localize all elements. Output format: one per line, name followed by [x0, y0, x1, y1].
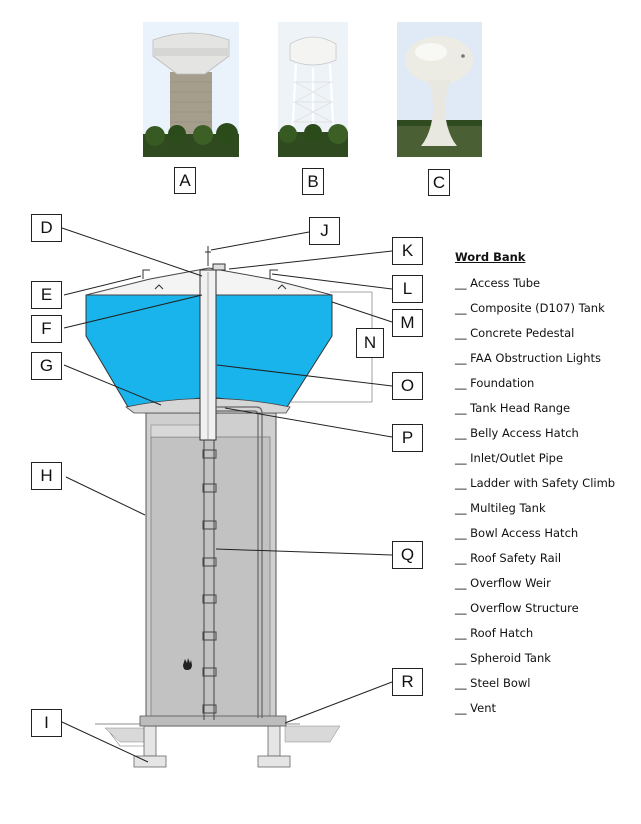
word-bank-item: __ Concrete Pedestal [455, 326, 575, 340]
word-bank-item: __ Inlet/Outlet Pipe [455, 451, 564, 465]
word-bank-item: __ Ladder with Safety Climb [455, 476, 616, 490]
word-bank-item: __ Roof Hatch [455, 626, 534, 640]
word-bank-title: Word Bank [455, 250, 526, 264]
word-bank-item: __ Overflow Weir [455, 576, 551, 590]
access-tube [200, 270, 216, 440]
word-bank-item: __ Steel Bowl [455, 676, 531, 690]
callout-p: P [392, 424, 423, 452]
word-bank-item: __ Vent [455, 701, 497, 715]
word-bank-item: __ Composite (D107) Tank [455, 301, 605, 315]
callout-d: D [31, 214, 62, 242]
word-bank-item: __ Foundation [455, 376, 535, 390]
word-bank-item: __ Belly Access Hatch [455, 426, 579, 440]
callout-j: J [309, 217, 340, 245]
callout-g: G [31, 352, 62, 380]
word-bank-item: __ Multileg Tank [455, 501, 546, 515]
word-bank [455, 250, 635, 725]
word-bank-item: __ Tank Head Range [455, 401, 571, 415]
word-bank-item: __ FAA Obstruction Lights [455, 351, 601, 365]
word-bank-item: __ Spheroid Tank [455, 651, 551, 665]
word-bank-item: __ Overflow Structure [455, 601, 579, 615]
callout-o: O [392, 372, 423, 400]
photo-label-c: C [428, 169, 450, 196]
word-bank-item: __ Roof Safety Rail [455, 551, 562, 565]
callout-m: M [392, 309, 423, 337]
foundation-footings [134, 726, 290, 767]
callout-q: Q [392, 541, 423, 569]
callout-l: L [392, 275, 423, 303]
callout-f: F [31, 315, 62, 343]
callout-r: R [392, 668, 423, 696]
concrete-pedestal [140, 413, 286, 726]
photo-label-b: B [302, 168, 324, 195]
callout-k: K [392, 237, 423, 265]
callout-h: H [31, 462, 62, 490]
callout-e: E [31, 281, 62, 309]
callout-i: I [31, 709, 62, 737]
word-bank-item: __ Access Tube [455, 276, 541, 290]
word-bank-item: __ Bowl Access Hatch [455, 526, 579, 540]
callout-n: N [356, 328, 384, 358]
photo-label-a: A [174, 167, 196, 194]
